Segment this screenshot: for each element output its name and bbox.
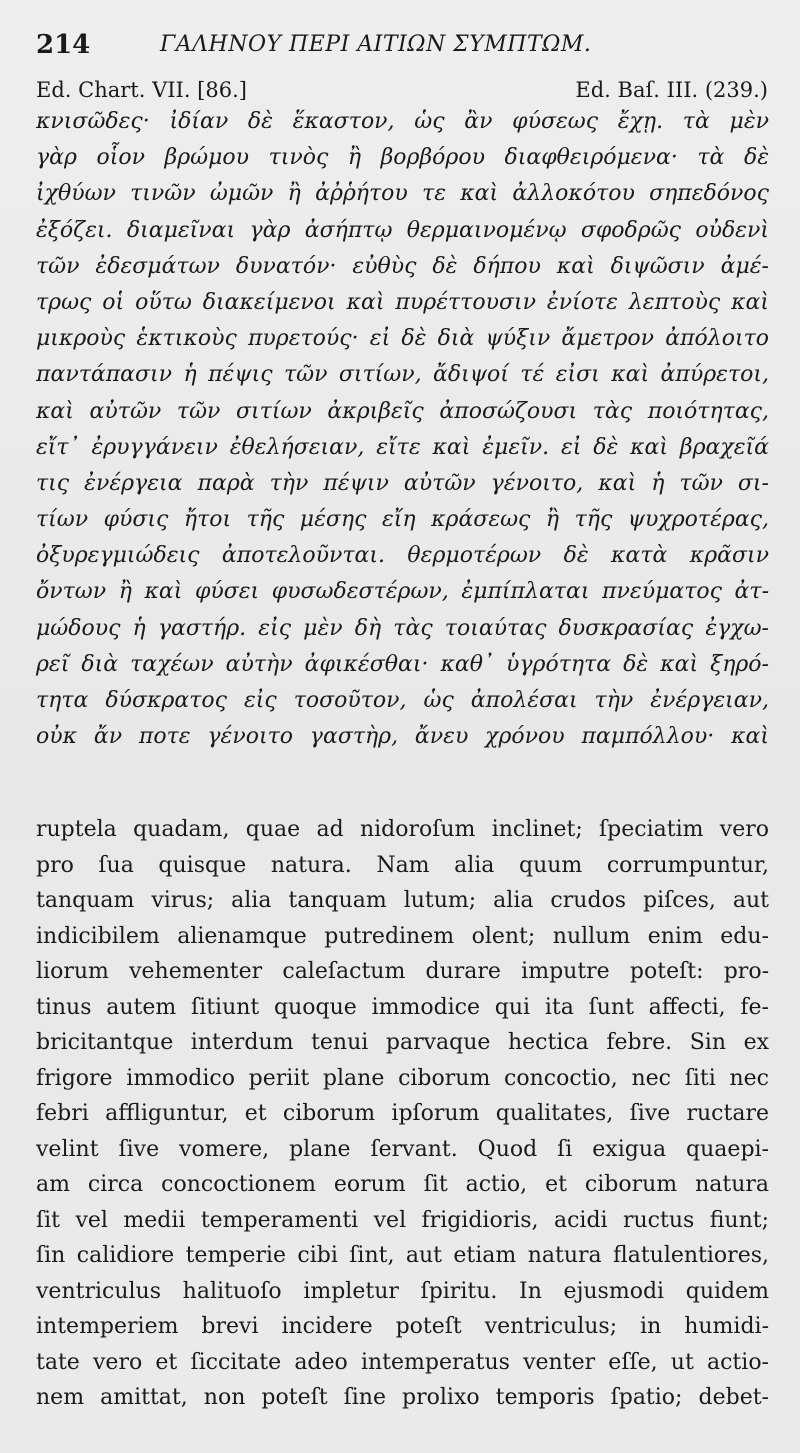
- greek-line: παντάπασιν ἡ πέψις τῶν σιτίων, ἄδιψοί τέ εἰσι καὶ ἀπύρετοι,: [36, 362, 769, 388]
- greek-line: τρως οἱ οὕτω διακείμενοι καὶ πυρέττουσιν ἐνίοτε λεπτοὺς καὶ: [36, 289, 769, 315]
- edition-reference-line: [36, 78, 768, 106]
- latin-line: ſit vel medii temperamenti vel frigidioris, acidi ructus fiunt;: [36, 1207, 769, 1233]
- greek-line: τίων φύσις ἤτοι τῆς μέσης εἴη κράσεως ἢ τῆς ψυχροτέρας,: [36, 507, 769, 533]
- greek-line: ὀξυρεγμιώδεις ἀποτελοῦνται. θερμοτέρων δὲ κατὰ κρᾶσιν: [36, 543, 769, 569]
- page-header: [36, 30, 766, 62]
- latin-line: febri affliguntur, et ciborum ipſorum qualitates, ſive ructare: [36, 1101, 769, 1126]
- latin-line: pro ſua quisque natura. Nam alia quum corrumpuntur,: [36, 852, 769, 878]
- latin-line: tanquam virus; alia tanquam lutum; alia crudos piſces, aut: [36, 888, 769, 913]
- greek-line: μικροὺς ἑκτικοὺς πυρετούς· εἰ δὲ διὰ ψύξιν ἄμετρον ἀπόλοιτο: [36, 326, 769, 352]
- greek-line: καὶ αὐτῶν τῶν σιτίων ἀκριβεῖς ἀποσώζουσι τὰς ποιότητας,: [36, 398, 769, 424]
- latin-text-block: [36, 812, 769, 1416]
- greek-line: κνισῶδες· ἰδίαν δὲ ἕκαστον, ὡς ἂν φύσεως ἔχῃ. τὰ μὲν: [36, 109, 769, 134]
- latin-line: frigore immodico periit plane ciborum concoctio, nec ſiti nec: [36, 1065, 769, 1091]
- greek-text-block: [36, 104, 769, 755]
- greek-line: εἴτ᾿ ἐρυγγάνειν ἐθελήσειαν, εἴτε καὶ ἐμεῖν. εἰ δὲ καὶ βραχεῖά: [36, 434, 769, 460]
- latin-line: intemperiem brevi incidere poteſt ventriculus; in humidi-: [36, 1314, 769, 1339]
- running-title: ΓΑΛΗΝΟΥ ΠΕΡΙ ΑΙΤΙΩΝ ΣΥΜΠΤΩΜ.: [160, 32, 592, 57]
- greek-line: τις ἐνέργεια παρὰ τὴν πέψιν αὐτῶν γένοιτο, καὶ ἡ τῶν σι-: [36, 470, 769, 496]
- latin-line: tinus autem ſitiunt quoque immodice qui ita ſunt affecti, fe-: [36, 994, 769, 1020]
- greek-line: ρεῖ διὰ ταχέων αὐτὴν ἀφικέσθαι· καθ᾿ ὑγρότητα δὲ καὶ ξηρό-: [36, 651, 769, 677]
- latin-line: nem amittat, non poteſt ſine prolixo temporis ſpatio; debet-: [36, 1385, 769, 1410]
- latin-line: ruptela quadam, quae ad nidoroſum inclinet; ſpeciatim vero: [36, 817, 769, 842]
- greek-line: τητα δύσκρατος εἰς τοσοῦτον, ὡς ἀπολέσαι τὴν ἐνέργειαν,: [36, 688, 769, 713]
- greek-line: γὰρ οἷον βρώμου τινὸς ἢ βορβόρου διαφθειρόμενα· τὰ δὲ: [36, 145, 769, 171]
- latin-line: tate vero et ſiccitate adeo intemperatus venter eſſe, ut actio-: [36, 1349, 769, 1375]
- greek-line: μώδους ἡ γαστήρ. εἰς μὲν δὴ τὰς τοιαύτας δυσκρασίας ἐγχω-: [36, 615, 769, 641]
- greek-line: ὄντων ἢ καὶ φύσει φυσωδεστέρων, ἐμπίπλαται πνεύματος ἀτ-: [36, 579, 769, 605]
- latin-line: indicibilem alienamque putredinem olent; nullum enim edu-: [36, 923, 769, 949]
- latin-line: am circa concoctionem eorum ſit actio, et ciborum natura: [36, 1172, 769, 1197]
- greek-line: ἰχθύων τινῶν ὠμῶν ἢ ἀῤῥήτου τε καὶ ἀλλοκότου σηπεδόνος: [36, 181, 769, 207]
- greek-line: τῶν ἐδεσμάτων δυνατόν· εὐθὺς δὲ δήπου καὶ διψῶσιν ἀμέ-: [36, 253, 769, 279]
- edition-chartier-ref: Ed. Chart. VII. [86.]: [36, 78, 247, 102]
- edition-basel-ref: Ed. Baſ. III. (239.): [575, 78, 768, 102]
- latin-line: ventriculus halituoſo impletur ſpiritu. In ejusmodi quidem: [36, 1278, 769, 1304]
- greek-line: ἐξόζει. διαμεῖναι γὰρ ἀσήπτῳ θερμαινομένῳ σφοδρῶς οὐδενὶ: [36, 217, 769, 243]
- latin-line: velint ſive vomere, plane ſervant. Quod ſi exigua quaepi-: [36, 1136, 769, 1162]
- latin-line: liorum vehementer caleſactum durare imputre poteſt: pro-: [36, 959, 769, 984]
- greek-line: οὐκ ἄν ποτε γένοιτο γαστὴρ, ἄνευ χρόνου παμπόλλου· καὶ: [36, 724, 769, 750]
- latin-line: bricitantque interdum tenui parvaque hectica febre. Sin ex: [36, 1030, 769, 1055]
- page-number: 214: [36, 30, 91, 60]
- latin-line: ſin calidiore temperie cibi ſint, aut etiam natura flatulentiores,: [36, 1243, 769, 1268]
